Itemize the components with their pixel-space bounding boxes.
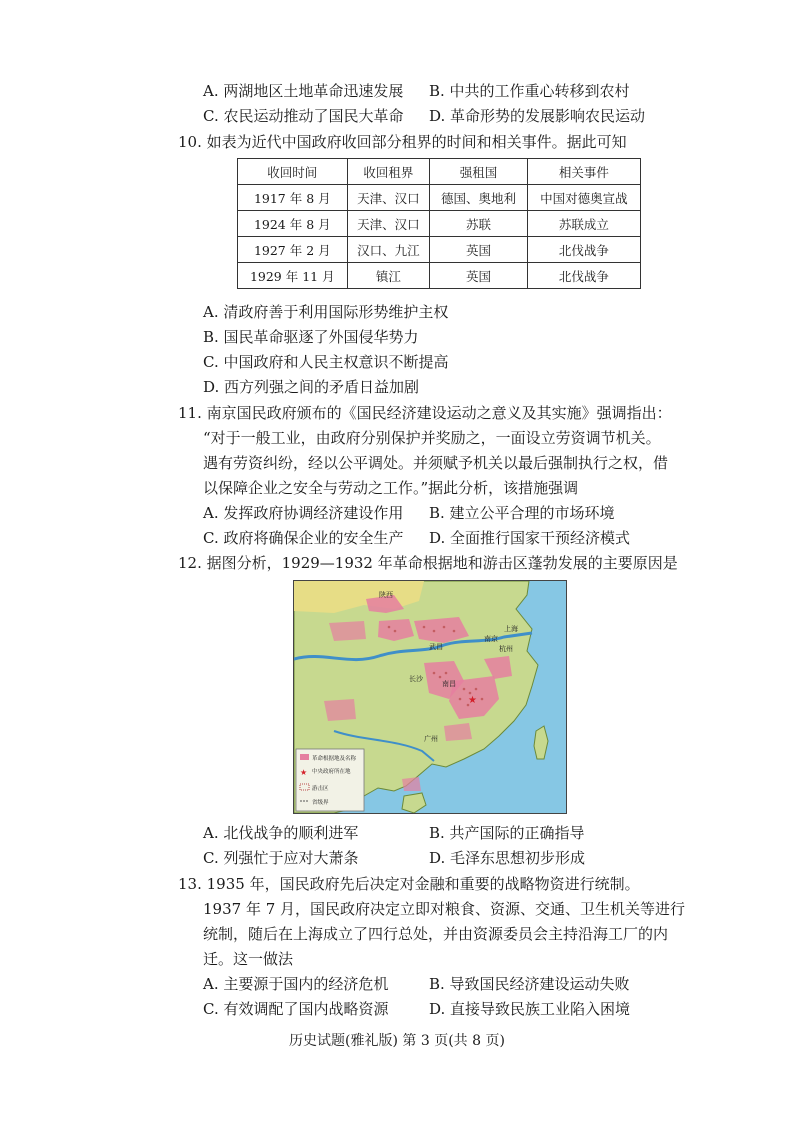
q13-stem-line-3: 统制，随后在上海成立了四行总处，并由资源委员会主持沿海工厂的内 [203,925,669,943]
q9-option-b[interactable]: B. 中共的工作重心转移到农村 [429,82,630,100]
q11-option-a[interactable]: A. 发挥政府协调经济建设作用 [203,504,404,522]
q10-stem: 10. 如表为近代中国政府收回部分租界的时间和相关事件。据此可知 [178,133,627,151]
q13-option-c[interactable]: C. 有效调配了国内战略资源 [203,1000,389,1018]
legend-capital-label: 中央政府所在地 [312,769,351,775]
base-area-chuanshaan [329,621,366,641]
table-header-row [238,159,641,185]
q11-stem-line-3: 遇有劳资纠纷，经以公平调处。并须赋予机关以最后强制执行之权，借 [203,454,669,472]
table-cell: 北伐战争 [527,263,640,289]
q11-option-b[interactable]: B. 建立公平合理的市场环境 [429,504,615,522]
q10-table [237,158,641,289]
base-area-dongjiang [444,723,472,741]
table-cell: 英国 [430,237,528,263]
table-cell: 1924 年 8 月 [238,211,348,237]
table-cell: 天津、汉口 [347,185,430,211]
table-header-cell: 收回时间 [238,159,348,185]
base-area-youjiang [324,699,356,721]
q13-stem-line-2: 1937 年 7 月，国民政府决定立即对粮食、资源、交通、卫生机关等进行 [203,900,686,918]
map-label-wuchang: 武昌 [429,643,443,651]
q13-option-a[interactable]: A. 主要源于国内的经济危机 [203,975,389,993]
legend-guerrilla-label: 游击区 [312,786,329,792]
table-cell: 英国 [430,263,528,289]
map-label-hangzhou: 杭州 [499,645,513,653]
table-cell: 1917 年 8 月 [238,185,348,211]
q10-option-c[interactable]: C. 中国政府和人民主权意识不断提高 [203,353,449,371]
table-row [238,263,641,289]
q12-option-a[interactable]: A. 北伐战争的顺利进军 [203,824,359,842]
q11-stem-line-1: 11. 南京国民政府颁布的《国民经济建设运动之意义及其实施》强调指出： [178,404,672,422]
table-row [238,237,641,263]
map-label-nanjing: 南京 [484,635,498,643]
page-footer: 历史试题(雅礼版) 第 3 页(共 8 页) [289,1033,505,1049]
table-cell: 1929 年 11 月 [238,263,348,289]
q9-option-a[interactable]: A. 两湖地区土地革命迅速发展 [203,82,404,100]
legend-guerrilla-swatch [300,784,309,790]
q10-option-b[interactable]: B. 国民革命驱逐了外国侵华势力 [203,328,419,346]
map-label-shaanxi: 陕西 [379,591,393,599]
table-cell: 北伐战争 [527,237,640,263]
map-label-guangzhou: 广州 [424,735,438,743]
legend-border-label: 省级界 [312,800,329,806]
map-label-shanghai: 上海 [504,625,518,633]
table-header-cell: 强租国 [430,159,528,185]
map-label-nanchang: 南昌 [442,680,456,688]
legend-star-icon: ★ [300,768,308,777]
base-area-qiongya [402,777,421,791]
table-cell: 天津、汉口 [347,211,430,237]
table-cell: 中国对德奥宣战 [527,185,640,211]
q10-option-a[interactable]: A. 清政府善于利用国际形势维护主权 [203,303,449,321]
q10-option-d[interactable]: D. 西方列强之间的矛盾日益加剧 [203,378,420,396]
table-row [238,211,641,237]
table-cell: 1927 年 2 月 [238,237,348,263]
table-cell: 镇江 [347,263,430,289]
map-svg [294,581,566,813]
table-cell: 汉口、九江 [347,237,430,263]
q13-option-d[interactable]: D. 直接导致民族工业陷入困境 [429,1000,631,1018]
ruijin-star-icon: ★ [468,695,477,706]
q11-stem-line-2: “对于一般工业，由政府分别保护并奖励之，一面设立劳资调节机关。 [203,429,661,447]
legend-base-swatch [300,754,309,760]
table-row [238,185,641,211]
q11-option-c[interactable]: C. 政府将确保企业的安全生产 [203,529,404,547]
q12-option-b[interactable]: B. 共产国际的正确指导 [429,824,585,842]
map-label-changsha: 长沙 [409,675,423,683]
table-cell: 苏联 [430,211,528,237]
q11-option-d[interactable]: D. 全面推行国家干预经济模式 [429,529,631,547]
q9-option-c[interactable]: C. 农民运动推动了国民大革命 [203,107,404,125]
q13-stem-line-1: 13. 1935 年，国民政府先后决定对金融和重要的战略物资进行统制。 [178,875,640,893]
revolutionary-base-map [293,580,567,814]
table-header-cell: 收回租界 [347,159,430,185]
q12-option-c[interactable]: C. 列强忙于应对大萧条 [203,849,359,867]
table-cell: 苏联成立 [527,211,640,237]
q13-stem-line-4: 迁。这一做法 [203,950,294,968]
q11-stem-line-4: 以保障企业之安全与劳动之工作。”据此分析，该措施强调 [203,479,579,497]
legend-base-label: 革命根据地及名称 [312,756,357,762]
q9-option-d[interactable]: D. 革命形势的发展影响农民运动 [429,107,646,125]
q13-option-b[interactable]: B. 导致国民经济建设运动失败 [429,975,630,993]
q12-stem: 12. 据图分析，1929—1932 年革命根据地和游击区蓬勃发展的主要原因是 [178,554,678,572]
table-cell: 德国、奥地利 [430,185,528,211]
q12-option-d[interactable]: D. 毛泽东思想初步形成 [429,849,586,867]
table-header-cell: 相关事件 [527,159,640,185]
